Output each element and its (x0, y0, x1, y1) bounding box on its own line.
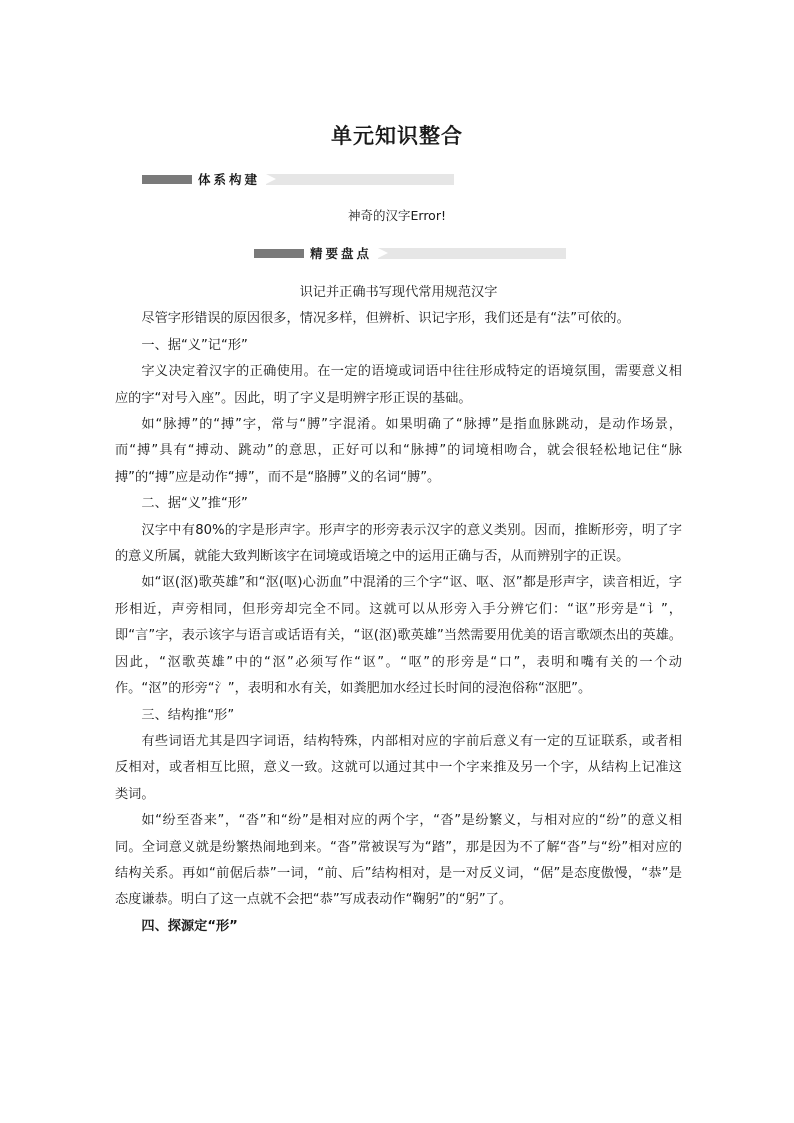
paragraph-5: 有些词语尤其是四字词语，结构特殊，内部相对应的字前后意义有一定的互证联系，或者相反相对，或者相互比照，意义一致。这就可以通过其中一个字来推及另一个字，从结构上记准这类词。 (115, 733, 682, 802)
paragraph-2: 如“脉搏”的“搏”字，常与“膊”字混淆。如果明确了“脉搏”是指血脉跳动，是动作场景，而“搏”具有“搏动、跳动”的意思，正好可以和“脉搏”的词境相吻合，就会很轻松地记住“脉搏”的“搏”应是动作“搏”，而不是“胳膊”义的名词“膊”。 (115, 417, 682, 485)
bar-dark-segment (254, 249, 304, 258)
section-label-key-points: 精要盘点 (304, 247, 378, 260)
paragraph-3: 汉字中有80%的字是形声字。形声字的形旁表示汉字的意义类别。因而，推断形旁，明了字的意义所属，就能大致判断该字在词境或语境之中的运用正确与否，从而辨别字的正误。 (115, 522, 682, 565)
heading-1: 一、据“义”记“形” (141, 337, 248, 353)
intro-paragraph: 尽管字形错误的原因很多，情况多样，但辨析、识记字形，我们还是有“法”可依的。 (141, 311, 630, 327)
paragraph-4: 如“讴(沤)歌英雄”和“沤(呕)心沥血”中混淆的三个字“讴、呕、沤”都是形声字，读音相近，字形相近，声旁相同，但形旁却完全不同。这就可以从形旁入手分辨它们：“讴”形旁是“讠”，即“言”字，表示该字与语言或话语有关，“讴(沤)歌英雄”当然需要用优美的语言歌颂杰出的英雄。因此，“沤歌英雄”中的“沤”必须写作“讴”。“呕”的形旁是“口”，表明和嘴有关的一个动作。“沤”的形旁“氵”，表明和水有关，如粪肥加水经过长时间的浸泡俗称“沤肥”。 (115, 575, 682, 697)
paragraph-6: 如“纷至沓来”，“沓”和“纷”是相对应的两个字，“沓”是纷繁义，与相对应的“纷”的意义相同。全词意义就是纷繁热闹地到来。“沓”常被误写为“踏”，那是因为不了解“沓”与“纷”相对应的结构关系。再如“前倨后恭”一词，“前、后”结构相对，是一对反义词，“倨”是态度傲慢，“恭”是态度谦恭。明白了这一点就不会把“恭”写成表动作“鞠躬”的“躬”了。 (115, 813, 682, 908)
section-subtitle: 识记并正确书写现代常用规范汉字 (299, 285, 498, 300)
section-bar-key-points (254, 247, 566, 260)
bar-dark-segment (142, 175, 192, 184)
heading-2: 二、据“义”推“形” (141, 496, 248, 512)
page-title: 单元知识整合 (331, 124, 463, 148)
body-text (115, 280, 682, 940)
paragraph-1: 字义决定着汉字的正确使用。在一定的语境或词语中往往形成特定的语境氛围，需要意义相应的字“对号入座”。因此，明了字义是明辨字形正误的基础。 (115, 364, 682, 406)
heading-3: 三、结构推“形” (141, 707, 235, 723)
bar-light-segment (266, 174, 454, 185)
framework-line: 神奇的汉字Error! (348, 208, 446, 223)
section-bar-framework (142, 173, 454, 186)
bar-light-segment (378, 248, 566, 259)
heading-4: 四、探源定“形” (141, 918, 238, 934)
section-label-framework: 体系构建 (192, 173, 266, 186)
